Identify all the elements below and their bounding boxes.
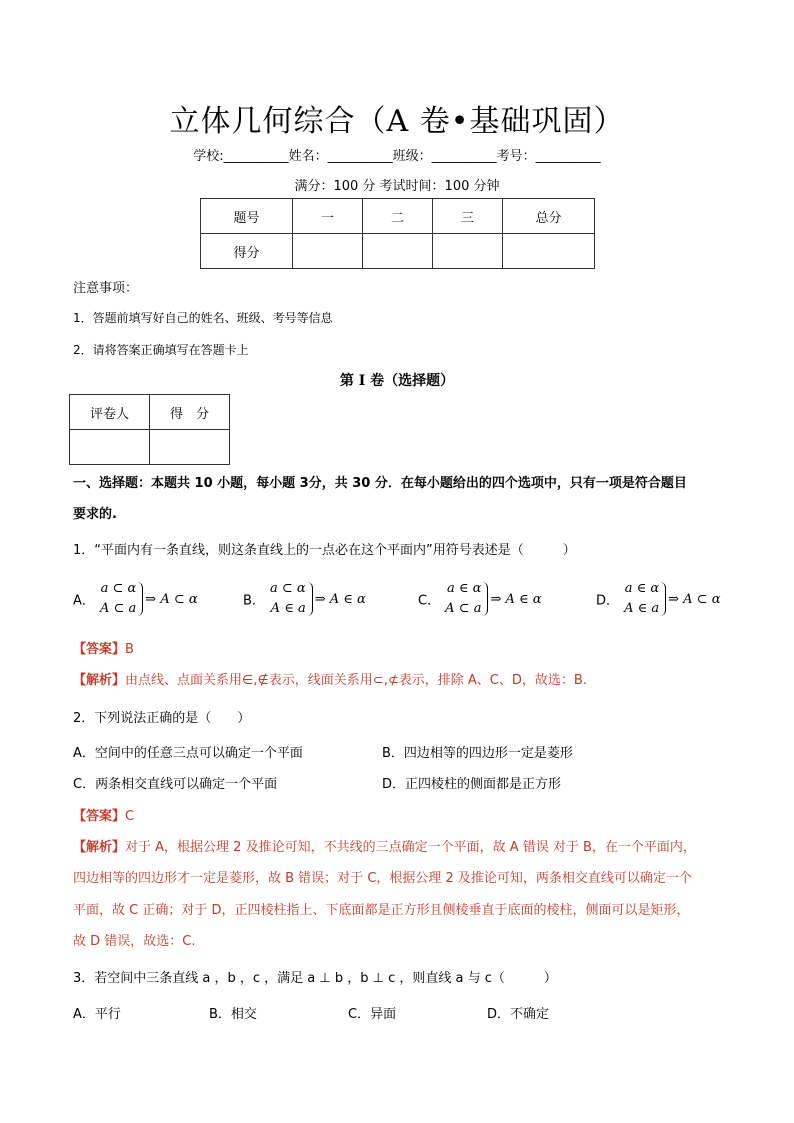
equation-system (100, 579, 198, 619)
grader-header-cell: 评卷人 (70, 395, 150, 430)
grader-cell[interactable] (150, 430, 230, 465)
answer-line (73, 805, 134, 824)
score-header-cell: 一 (293, 199, 363, 234)
volume-title: 第 I 卷（选择题） (339, 373, 455, 389)
option-label: C． (418, 593, 441, 609)
conclusion: ⇒ A ⊂ α (145, 591, 198, 607)
option-label: B． (243, 593, 265, 609)
question-stem: 1．“平面内有一条直线，则这条直线上的一点必在这个平面内”用符号表述是（ ） (73, 543, 576, 558)
answer-value: C (125, 809, 135, 824)
score-row-label: 得分 (201, 234, 293, 269)
analysis-line (73, 669, 587, 688)
conclusion: ⇒ A ∈ α (490, 591, 542, 607)
answer-value: B (125, 642, 134, 657)
analysis-tag: 【解析】 (73, 673, 126, 688)
analysis-text: 四边相等的四边形才一定是菱形，故 B 错误；对于 C，根据公理 2 及推论可知，两条相交直线可以确定一个 (73, 871, 692, 886)
notes-title: 注意事项： (73, 281, 139, 296)
score-cell[interactable] (293, 234, 363, 269)
grader-cell[interactable] (70, 430, 150, 465)
brace-icon (482, 582, 488, 616)
analysis-text: 平面，故 C 正确；对于 D，正四棱柱指上、下底面都是正方形且侧棱垂直于底面的棱柱，侧面可以是矩形， (73, 903, 690, 918)
premise-line: A ⊂ a (445, 601, 482, 616)
q3-option-c[interactable]: C．异面 (348, 1007, 397, 1022)
student-info-line: 学校:__________姓名：__________班级：__________考号：__________ (193, 149, 601, 164)
q1-option-c[interactable] (418, 579, 542, 619)
analysis-text: 对于 A，根据公理 2 及推论可知，不共线的三点确定一个平面，故 A 错误 对于 B，在一个平面内， (125, 840, 696, 855)
page-title: 立体几何综合（A 卷•基础巩固） (169, 104, 625, 139)
q2-option-c[interactable]: C．两条相交直线可以确定一个平面 (73, 777, 278, 792)
q1-option-a[interactable] (73, 579, 198, 619)
conclusion: ⇒ A ⊂ α (668, 591, 721, 607)
premise-line: a ∈ α (624, 581, 660, 596)
grader-header-cell: 得 分 (150, 395, 230, 430)
equation-system (624, 579, 720, 619)
score-cell[interactable] (363, 234, 433, 269)
score-header-cell: 二 (363, 199, 433, 234)
question-stem: 2．下列说法正确的是（ ） (73, 711, 251, 726)
brace-icon (307, 582, 313, 616)
brace-icon (660, 582, 666, 616)
answer-tag: 【答案】 (73, 809, 126, 824)
grader-table (69, 394, 230, 465)
score-cell[interactable] (503, 234, 595, 269)
equation-system (270, 579, 366, 619)
premise-line: A ∈ a (270, 601, 306, 616)
exam-meta-line: 满分：100 分 考试时间：100 分钟 (294, 179, 500, 194)
answer-tag: 【答案】 (73, 642, 126, 657)
q2-option-d[interactable]: D．正四棱柱的侧面都是正方形 (382, 777, 562, 792)
premise-line: A ∈ a (624, 601, 660, 616)
conclusion: ⇒ A ∈ α (314, 591, 366, 607)
score-header-cell: 三 (433, 199, 503, 234)
premise-line: a ⊂ α (100, 581, 137, 596)
analysis-text: 故 D 错误，故选：C. (73, 934, 196, 949)
q3-option-a[interactable]: A．平行 (73, 1007, 121, 1022)
premise-line: A ⊂ a (100, 601, 137, 616)
score-header-cell: 总分 (503, 199, 595, 234)
equation-system (445, 579, 541, 619)
score-header-cell: 题号 (201, 199, 293, 234)
section-heading: 一、选择题：本题共 10 小题，每小题 3分，共 30 分．在每小题给出的四个选项中，只有一项是符合题目 (73, 476, 687, 491)
q3-option-b[interactable]: B．相交 (209, 1007, 257, 1022)
section-heading-cont: 要求的. (73, 507, 117, 522)
analysis-tag: 【解析】 (73, 840, 126, 855)
brace-icon (137, 582, 143, 616)
q2-option-b[interactable]: B．四边相等的四边形一定是菱形 (382, 746, 573, 761)
note-item: 2．请将答案正确填写在答题卡上 (73, 343, 249, 357)
q3-option-d[interactable]: D．不确定 (487, 1007, 550, 1022)
premise-line: a ∈ α (447, 581, 482, 596)
q1-option-d[interactable] (596, 579, 721, 619)
q1-option-b[interactable] (243, 579, 366, 619)
analysis-line (73, 836, 696, 855)
premise-line: a ⊂ α (270, 581, 306, 596)
answer-line (73, 638, 134, 657)
option-label: D． (596, 593, 620, 609)
note-item: 1．答题前填写好自己的姓名、班级、考号等信息 (73, 311, 333, 325)
score-cell[interactable] (433, 234, 503, 269)
analysis-text: 由点线、点面关系用∈,∉表示，线面关系用⊂,⊄表示，排除 A、C、D，故选：B. (125, 673, 587, 688)
question-stem: 3．若空间中三条直线 a ，b ，c ，满足 a ⊥ b ，b ⊥ c ，则直线 a 与 c（ ） (73, 971, 557, 986)
q2-option-a[interactable]: A．空间中的任意三点可以确定一个平面 (73, 746, 303, 761)
option-label: A． (73, 593, 95, 609)
score-table (200, 198, 595, 269)
